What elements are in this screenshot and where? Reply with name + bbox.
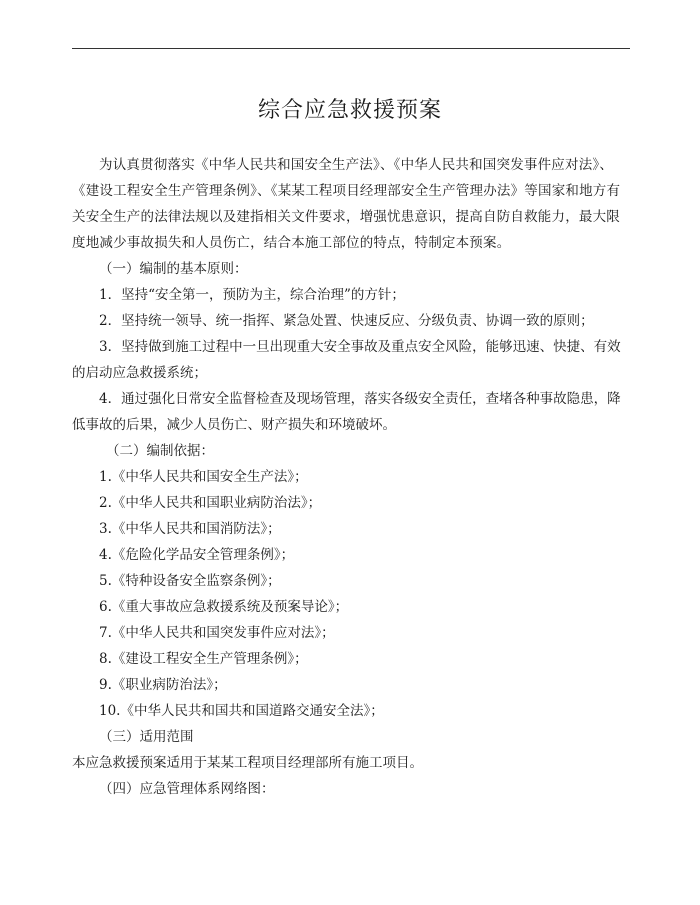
principle-item: 4．通过强化日常安全监督检查及现场管理，落实各级安全责任，查堵各种事故隐患，降低事故的后果，减少人员伤亡、财产损失和环境破坏。 xyxy=(72,391,621,433)
intro-paragraph: 为认真贯彻落实《中华人民共和国安全生产法》、《中华人民共和国突发事件应对法》、《建设工程安全生产管理条例》、《某某工程项目经理部安全生产管理办法》等国家和地方有关安全生产的法律法规以及建指相关文件要求，增强忧患意识，提高自防自救能力，最大限度地减少事故损失和人员伤亡，结合本施工部位的特点，特制定本预案。 xyxy=(72,157,621,251)
basis-item: 7.《中华人民共和国突发事件应对法》； xyxy=(99,625,335,641)
document-body xyxy=(72,152,630,802)
basis-item: 10.《中华人民共和国共和国道路交通安全法》； xyxy=(99,703,384,719)
basis-item: 8.《建设工程安全生产管理条例》； xyxy=(99,651,308,667)
section-heading-basis: （二）编制依据： xyxy=(106,443,214,459)
basis-item: 2.《中华人民共和国职业病防治法》； xyxy=(99,495,322,511)
section-heading-network: （四）应急管理体系网络图： xyxy=(99,781,275,797)
principle-item: 1．坚持“安全第一，预防为主，综合治理”的方针； xyxy=(99,287,405,303)
basis-item: 6.《重大事故应急救援系统及预案导论》； xyxy=(99,599,349,615)
scope-text: 本应急救援预案适用于某某工程项目经理部所有施工项目。 xyxy=(72,755,423,771)
basis-item: 1.《中华人民共和国安全生产法》； xyxy=(99,469,308,485)
basis-item: 3.《中华人民共和国消防法》； xyxy=(99,521,281,537)
basis-item: 4.《危险化学品安全管理条例》； xyxy=(99,547,295,563)
section-heading-principles: （一）编制的基本原则： xyxy=(99,261,248,277)
basis-item: 9.《职业病防治法》； xyxy=(99,677,227,693)
header-rule xyxy=(72,48,630,49)
section-heading-scope: （三）适用范围 xyxy=(99,729,194,745)
principle-item: 2．坚持统一领导、统一指挥、紧急处置、快速反应、分级负责、协调一致的原则； xyxy=(99,313,594,329)
document-title: 综合应急救援预案 xyxy=(257,98,442,123)
basis-item: 5.《特种设备安全监察条例》； xyxy=(99,573,281,589)
principle-item: 3．坚持做到施工过程中一旦出现重大安全事故及重点安全风险，能够迅速、快捷、有效的启动应急救援系统； xyxy=(72,339,621,381)
